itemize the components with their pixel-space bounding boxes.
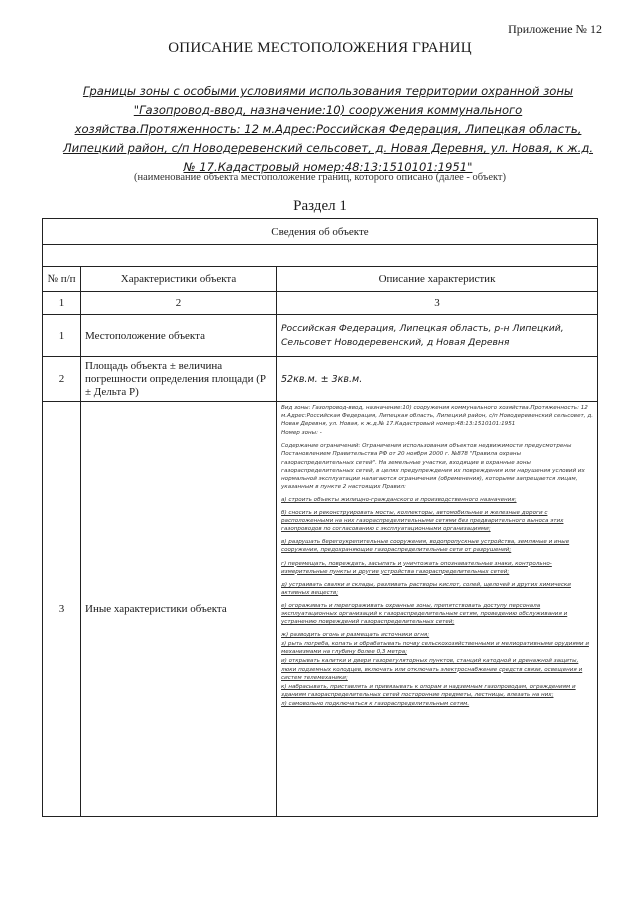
paragraph-restrictions: Содержание ограничений: Ограничения использования объектов недвижимости предусмотрены Постановлением Правительства РФ от 20 ноября 2000 г. №878 "Правила охраны газораспределительных сетей". На земельные участки, входящие в охранные зоны газораспределительных сетей, в целях предупреждения их повреждения или нарушения условий их нормальной эксплуатации налагаются ограничения (обременения), которыми запрещается лицам, указанным в пункте 2 настоящих Правил: — [281, 443, 585, 490]
paragraph-item-a: а) строить объекты жилищно-гражданского и производственного назначения; — [281, 496, 517, 503]
paragraph-item-d: д) устраивать свалки и склады, разливать растворы кислот, солей, щелочей и других химически активных веществ; — [281, 581, 571, 596]
paragraph-item-k: к) набрасывать, приставлять и привязывать к опорам и надземным газопроводам, ограждениям и зданиям газораспределительных сетей посторонние предметы, лестницы, влезать на них; — [281, 683, 576, 698]
column-index-1: 1 — [43, 292, 81, 315]
other-characteristics-text — [277, 402, 598, 817]
row-characteristic: Иные характеристики объекта — [81, 402, 277, 817]
paragraph-item-l: л) самовольно подключаться к газораспределительным сетям. — [281, 700, 470, 707]
document-title: ОПИСАНИЕ МЕСТОПОЛОЖЕНИЯ ГРАНИЦ — [168, 40, 472, 56]
row-number: 3 — [43, 402, 81, 817]
row-characteristic: Площадь объекта ± величина погрешности определения площади (Р ± Дельта Р) — [81, 357, 277, 402]
table-blank-row — [43, 245, 598, 267]
table-row — [43, 402, 598, 817]
table-row — [43, 315, 598, 357]
paragraph-zone-type: Вид зоны: Газопровод-ввод, назначение:10) сооружения коммунального хозяйства.Протяженность: 12 м.Адрес:Российская Федерация, Липецкая область, Липецкий район, с/п Новодеревенский сельсовет, д. Новая Деревня, ул. Новая, к ж.д.№ 17.Кадастровый номер:48:13:1510101:1951 — [281, 405, 594, 428]
paragraph-item-zh: ж) разводить огонь и размещать источники огня; — [281, 632, 430, 639]
row-number: 1 — [43, 315, 81, 357]
paragraph-zone-number: Номер зоны: - — [281, 430, 322, 437]
table-header: Сведения об объекте — [43, 219, 598, 245]
paragraph-item-g: г) перемещать, повреждать, засыпать и уничтожать опознавательные знаки, контрольно-измерительные пункты и другие устройства газораспределительных сетей; — [281, 560, 552, 575]
row-description: 52кв.м. ± 3кв.м. — [277, 357, 598, 402]
row-characteristic: Местоположение объекта — [81, 315, 277, 357]
column-header-number: № п/п — [43, 267, 81, 292]
object-info-table — [42, 218, 598, 817]
row-number: 2 — [43, 357, 81, 402]
row-description: Российская Федерация, Липецкая область, р-н Липецкий, Сельсовет Новодеревенский, д Новая Деревня — [277, 315, 598, 357]
paragraph-item-b: б) сносить и реконструировать мосты, коллекторы, автомобильные и железные дороги с расположенными на них газораспределительными сетями без предварительного выноса этих газопроводов по согласованию с эксплуатационными организациями; — [281, 510, 564, 533]
appendix-number: Приложение № 12 — [508, 22, 602, 36]
column-header-description: Описание характеристик — [277, 267, 598, 292]
object-caption: (наименование объекта местоположение границ, которого описано (далее - объект) — [133, 172, 507, 183]
paragraph-item-e: е) огораживать и перегораживать охранные зоны, препятствовать доступу персонала эксплуатационных организаций к газораспределительным сетям, проведению обслуживания и устранению повреждений газораспределительных сетей; — [281, 602, 568, 626]
column-index-3: 3 — [277, 292, 598, 315]
column-header-characteristics: Характеристики объекта — [81, 267, 277, 292]
paragraph-item-v: в) разрушать берегоукрепительные сооружения, водопропускные устройства, земляные и иные сооружения, предохраняющие газораспределительные сети от разрушений; — [281, 539, 570, 554]
zone-description: Границы зоны с особыми условиями использования территории охранной зоны "Газопровод-ввод, назначение:10) сооружения коммунального хозяйства.Протяженность: 12 м.Адрес:Российская Федерация, Липецкая область, Липецкий район, с/п Новодеревенский сельсовет, д. Новая Деревня, ул. Новая, к ж.д.№ 17.Кадастровый номер:48:13:1510101:1951" — [62, 84, 594, 174]
column-index-2: 2 — [81, 292, 277, 315]
paragraph-item-i: и) открывать калитки и двери газорегуляторных пунктов, станций катодной и дренажной защиты, люки подземных колодцев, включать или отключать электроснабжение средств связи, освещения и систем телемеханики; — [281, 658, 583, 681]
table-row — [43, 357, 598, 402]
section-title: Раздел 1 — [293, 198, 347, 214]
paragraph-item-z: з) рыть погреба, копать и обрабатывать почву сельскохозяйственными и мелиоративными орудиями и механизмами на глубину более 0,3 метра; — [281, 641, 589, 656]
